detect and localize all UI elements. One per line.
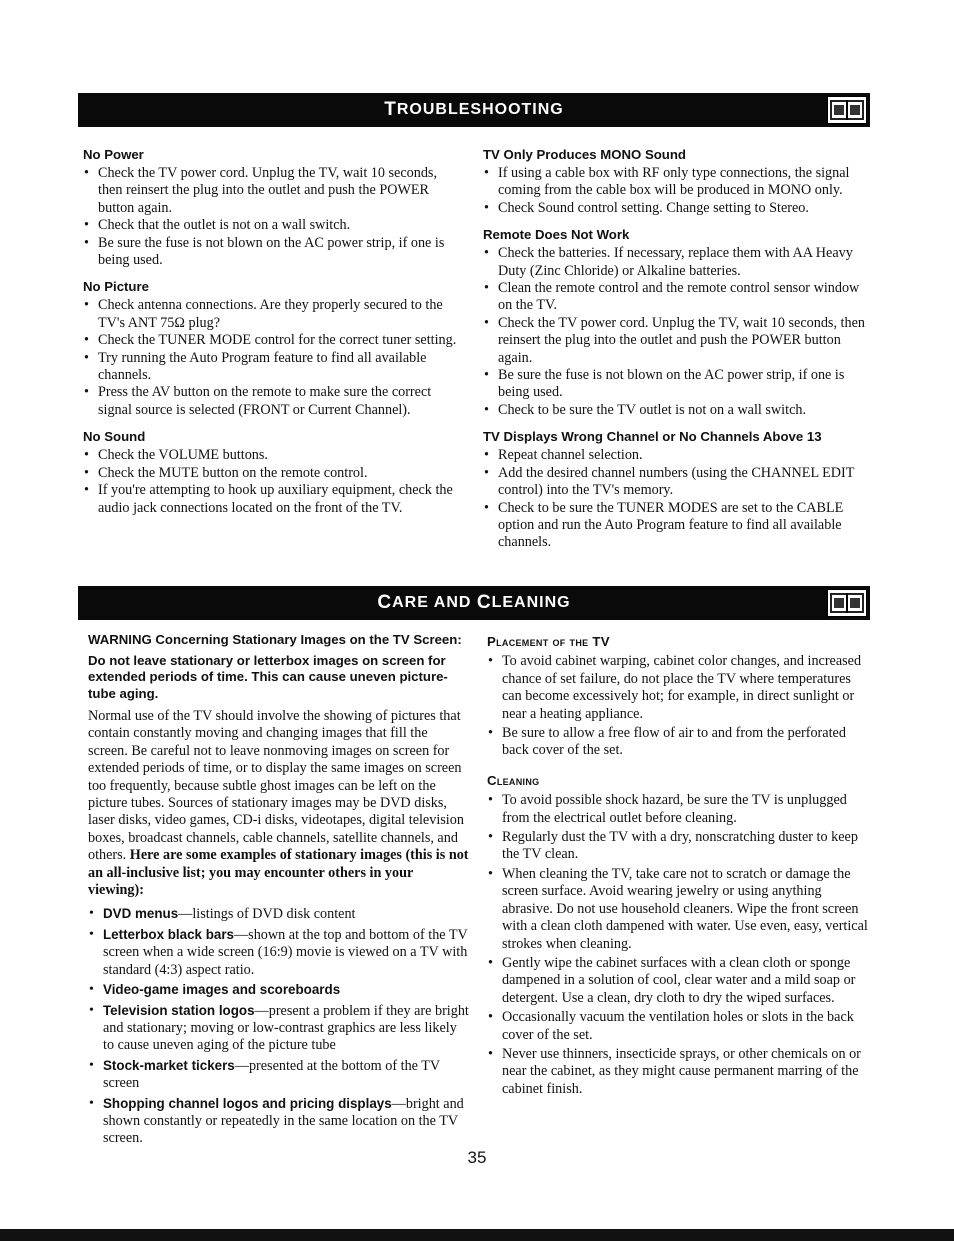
list-item: • DVD menus—listings of DVD disk content: [88, 905, 470, 923]
heading-no-sound: No Sound: [83, 429, 146, 445]
list-item: • Be sure the fuse is not blown on the AC power strip, if one is being used.: [483, 367, 868, 402]
list-item: • If you're attempting to hook up auxiliary equipment, check the audio jack connections located on the front of the TV.: [83, 482, 463, 517]
list-item: • Check the batteries. If necessary, replace them with AA Heavy Duty (Zinc Chloride) or Alkaline batteries.: [483, 245, 868, 280]
section-wrong-channel: [483, 429, 868, 551]
heading-remote-not-work: Remote Does Not Work: [483, 227, 630, 243]
list-item: • If using a cable box with RF only type connections, the signal coming from the cable box will be produced in MONO only.: [483, 165, 868, 200]
warning-subheading: Do not leave stationary or letterbox images on screen for extended periods of time. This can cause uneven picture-tube aging.: [88, 652, 448, 701]
list-item: • Check the TUNER MODE control for the correct tuner setting.: [83, 332, 463, 349]
troubleshooting-left-column: [83, 147, 463, 527]
book-icon: [827, 96, 867, 124]
warning-paragraph: Normal use of the TV should involve the showing of pictures that contain constantly moving and changing images that fill the screen. Be careful not to leave nonmoving images on screen for extended periods of time, or to display the same images on screen too frequently, because subtle ghost images can be left on the picture tubes. Sources of stationary images may be DVD disks, laser disks, video games, CD-i disks, videotapes, digital television boxes, broadcast channels, cable channels, satellite channels, and others. Here are some examples of stationary images (this is not an all-inclusive list; you may encounter others in your viewing):: [88, 708, 469, 899]
book-icon: [827, 589, 867, 617]
list-item: • Never use thinners, insecticide sprays, or other chemicals on or near the cabinet, as they might cause permanent marring of the cabinet finish.: [487, 1046, 869, 1098]
heading-mono-sound: TV Only Produces MONO Sound: [483, 147, 686, 162]
list-item: • Press the AV button on the remote to make sure the correct signal source is selected (FRONT or Current Channel).: [83, 384, 463, 419]
heading-no-power: No Power: [83, 147, 144, 162]
section-no-power: [83, 147, 463, 269]
section-remote-not-work: [483, 227, 868, 419]
list-item: • Regularly dust the TV with a dry, nonscratching duster to keep the TV clean.: [487, 829, 869, 864]
list-item: • When cleaning the TV, take care not to scratch or damage the screen surface. Avoid wearing jewelry or using anything abrasive. Do not use household cleaners. Wipe the front screen with a clean cloth dampened with water. Use even, easy, vertical strokes when cleaning.: [487, 866, 869, 953]
list-item: • Stock-market tickers—presented at the bottom of the TV screen: [88, 1057, 470, 1093]
placement-heading: Placement of the TV: [487, 634, 610, 649]
list-item: • Check the MUTE button on the remote control.: [83, 465, 463, 482]
care-cleaning-banner: [78, 586, 870, 620]
troubleshooting-title: T ROUBLESHOOTING: [384, 99, 564, 120]
warning-heading: WARNING Concerning Stationary Images on the TV Screen:: [88, 632, 462, 647]
care-right-column: [487, 633, 869, 1108]
page-number: 35: [467, 1148, 487, 1167]
list-item: • Television station logos—present a problem if they are bright and stationary; moving or low-contrast graphics are less likely to cause uneven aging of the picture tube: [88, 1002, 470, 1055]
list-item: • Video-game images and scoreboards: [88, 981, 470, 999]
list-item: • Be sure to allow a free flow of air to and from the perforated back cover of the set.: [487, 725, 869, 760]
bottom-bar: [0, 1229, 954, 1241]
list-item: • Check the TV power cord. Unplug the TV, wait 10 seconds, then reinsert the plug into the outlet and push the POWER button again.: [483, 315, 868, 367]
list-item: • To avoid possible shock hazard, be sure the TV is unplugged from the electrical outlet before cleaning.: [487, 792, 869, 827]
heading-wrong-channel: TV Displays Wrong Channel or No Channels Above 13: [483, 429, 822, 445]
heading-no-picture: No Picture: [83, 279, 149, 295]
list-item: • Occasionally vacuum the ventilation holes or slots in the back cover of the set.: [487, 1009, 869, 1044]
cleaning-heading: Cleaning: [487, 772, 540, 788]
list-item: • Gently wipe the cabinet surfaces with a clean cloth or sponge dampened in a solution of cool, clear water and a mild soap or detergent. Use a clean, dry cloth to dry the wiped surfaces.: [487, 955, 869, 1007]
list-item: • Check Sound control setting. Change setting to Stereo.: [483, 200, 868, 217]
list-item: • Try running the Auto Program feature to find all available channels.: [83, 350, 463, 385]
section-mono-sound: [483, 147, 868, 217]
list-item: • Letterbox black bars—shown at the top and bottom of the TV screen when a wide screen (16:9) movie is viewed on a TV with standard (4:3) aspect ratio.: [88, 926, 470, 979]
list-item: • Check to be sure the TV outlet is not on a wall switch.: [483, 402, 868, 419]
care-left-column: [88, 632, 470, 1158]
list-item: • Repeat channel selection.: [483, 447, 868, 464]
troubleshooting-right-column: [483, 147, 868, 562]
list-item: • Check the TV power cord. Unplug the TV, wait 10 seconds, then reinsert the plug into the outlet and push the POWER button again.: [83, 165, 463, 217]
list-item: • Shopping channel logos and pricing displays—bright and shown constantly or repeatedly in the same location on the TV screen.: [88, 1095, 470, 1148]
list-item: • Check antenna connections. Are they properly secured to the TV's ANT 75Ω plug?: [83, 297, 463, 332]
care-cleaning-title: C ARE AND C LEANING: [377, 592, 571, 613]
list-item: • Add the desired channel numbers (using the CHANNEL EDIT control) into the TV's memory.: [483, 465, 868, 500]
list-item: • Check the VOLUME buttons.: [83, 447, 463, 464]
list-item: • Check that the outlet is not on a wall switch.: [83, 217, 463, 234]
list-item: • To avoid cabinet warping, cabinet color changes, and increased chance of set failure, do not place the TV where temperatures can become excessively hot; for example, in direct sunlight or near a heating appliance.: [487, 653, 869, 723]
list-item: • Clean the remote control and the remote control sensor window on the TV.: [483, 280, 868, 315]
section-no-sound: [83, 429, 463, 517]
section-no-picture: [83, 279, 463, 419]
list-item: • Check to be sure the TUNER MODES are set to the CABLE option and run the Auto Program feature to find all available channels.: [483, 500, 868, 552]
list-item: • Be sure the fuse is not blown on the AC power strip, if one is being used.: [83, 235, 463, 270]
troubleshooting-banner: [78, 93, 870, 127]
